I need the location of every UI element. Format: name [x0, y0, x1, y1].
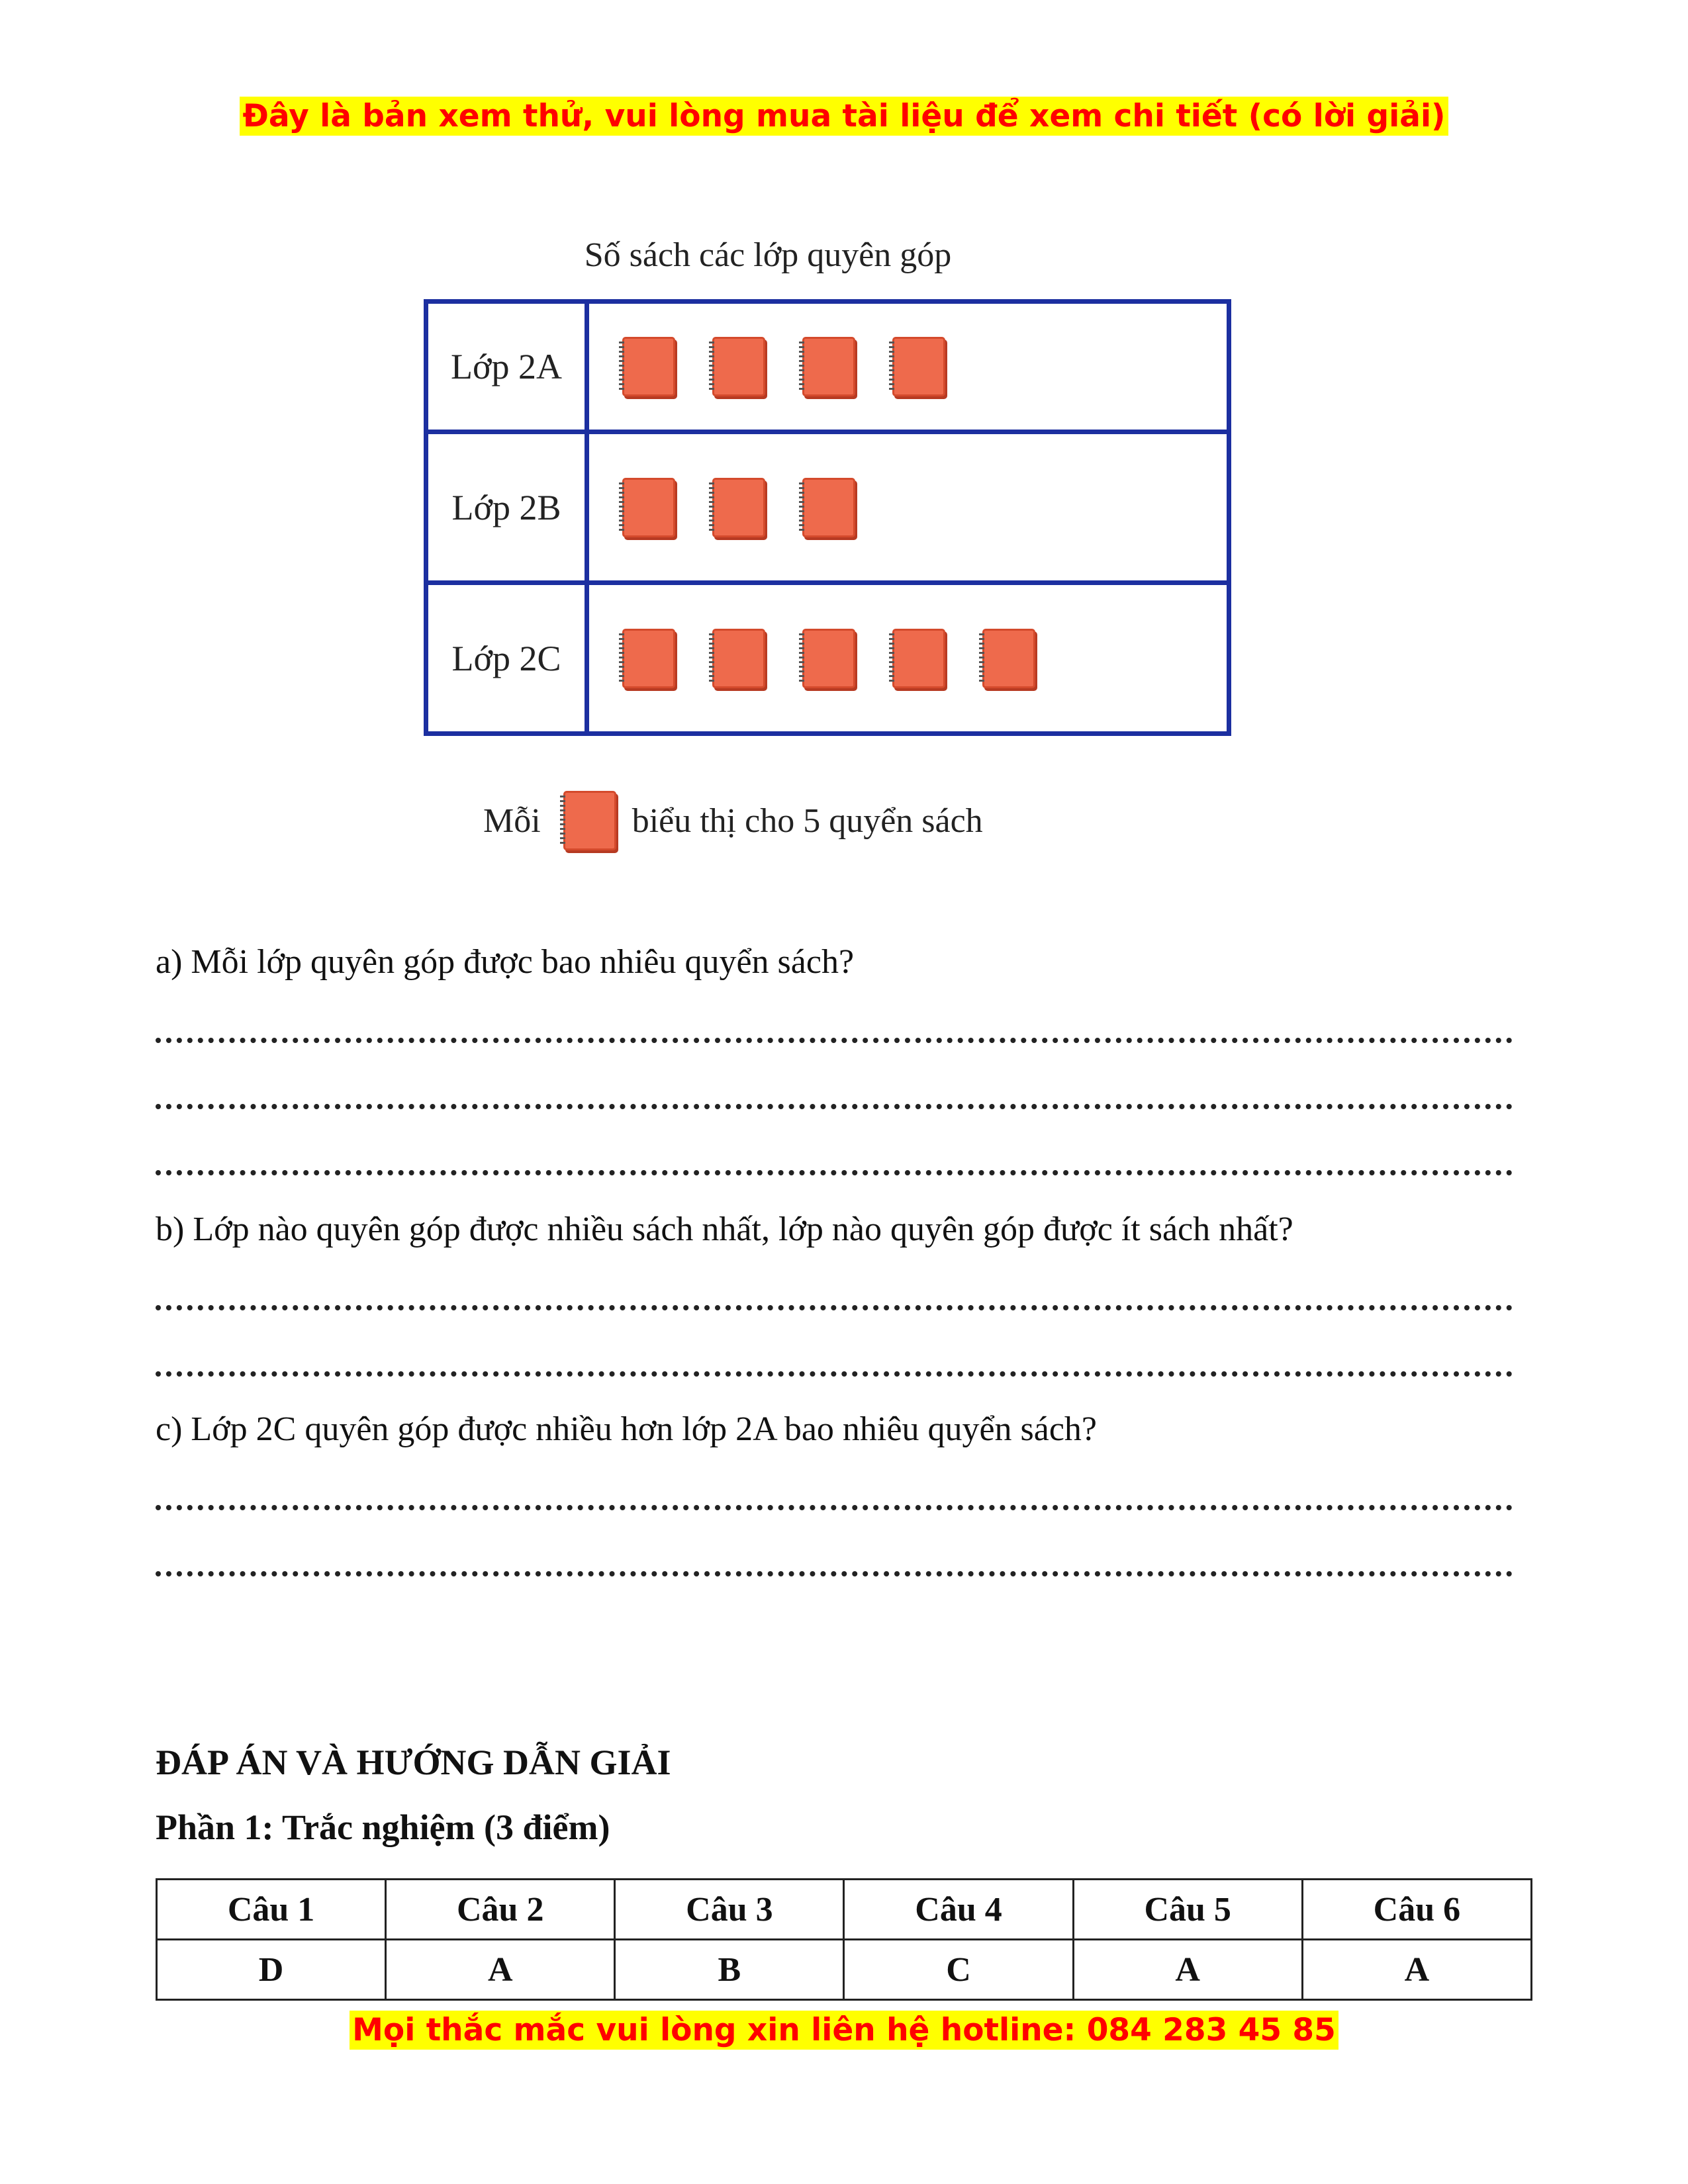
book-icon [712, 337, 765, 396]
answer-table-value: C [844, 1940, 1073, 2000]
answer-line [156, 1571, 1513, 1576]
legend-suffix: biểu thị cho 5 quyển sách [632, 801, 983, 840]
book-icon [892, 629, 945, 688]
answer-table-value-row [157, 1940, 1532, 2000]
pictograph-row-2a [428, 304, 1227, 434]
question-b: b) Lớp nào quyên góp được nhiều sách nhất, lớp nào quyên góp được ít sách nhất? [156, 1210, 1293, 1248]
book-icon [712, 629, 765, 688]
row-icons [589, 585, 1072, 731]
chart-title: Số sách các lớp quyên góp [584, 236, 952, 274]
row-label: Lớp 2A [428, 304, 589, 430]
pictograph-row-2c [428, 585, 1227, 731]
book-icon [563, 791, 616, 850]
answer-table-header: Câu 4 [844, 1880, 1073, 1940]
book-icon [622, 629, 675, 688]
answer-table-header: Câu 3 [615, 1880, 844, 1940]
book-icon [982, 629, 1035, 688]
pictograph-row-2b [428, 434, 1227, 585]
hotline-banner [0, 2012, 1688, 2048]
answer-line [156, 1104, 1513, 1109]
book-icon [802, 478, 855, 537]
book-icon [622, 478, 675, 537]
book-icon [802, 629, 855, 688]
part-heading: Phần 1: Trắc nghiệm (3 điểm) [156, 1807, 610, 1847]
question-a: a) Mỗi lớp quyên góp được bao nhiêu quyển sách? [156, 943, 855, 981]
answer-table-value: A [1302, 1940, 1531, 2000]
answer-table-value: A [386, 1940, 615, 2000]
answer-line [156, 1305, 1513, 1310]
legend-prefix: Mỗi [483, 801, 541, 840]
answer-table-value: D [157, 1940, 386, 2000]
question-c: c) Lớp 2C quyên góp được nhiều hơn lớp 2A bao nhiêu quyển sách? [156, 1410, 1098, 1448]
answer-table-header: Câu 5 [1073, 1880, 1302, 1940]
row-icons [589, 434, 892, 580]
row-icons [589, 304, 982, 430]
book-icon [622, 337, 675, 396]
answer-table-value: A [1073, 1940, 1302, 2000]
answer-table-value: B [615, 1940, 844, 2000]
answer-table-header: Câu 2 [386, 1880, 615, 1940]
preview-notice-banner [0, 98, 1688, 134]
answer-table-header-row [157, 1880, 1532, 1940]
pictograph-table [424, 299, 1231, 736]
answer-table [156, 1878, 1532, 2001]
preview-notice-text: Đây là bản xem thử, vui lòng mua tài liệu để xem chi tiết (có lời giải) [240, 97, 1448, 136]
row-label: Lớp 2C [428, 585, 589, 731]
answer-line [156, 1505, 1513, 1510]
answer-line [156, 1038, 1513, 1043]
answer-heading: ĐÁP ÁN VÀ HƯỚNG DẪN GIẢI [156, 1743, 671, 1782]
answer-table-header: Câu 6 [1302, 1880, 1531, 1940]
answer-line [156, 1371, 1513, 1377]
row-label: Lớp 2B [428, 434, 589, 580]
book-icon [712, 478, 765, 537]
answer-line [156, 1170, 1513, 1175]
book-icon [892, 337, 945, 396]
chart-legend [483, 788, 1145, 854]
book-icon [802, 337, 855, 396]
hotline-text: Mọi thắc mắc vui lòng xin liên hệ hotline: 084 283 45 85 [350, 2011, 1338, 2050]
answer-table-header: Câu 1 [157, 1880, 386, 1940]
